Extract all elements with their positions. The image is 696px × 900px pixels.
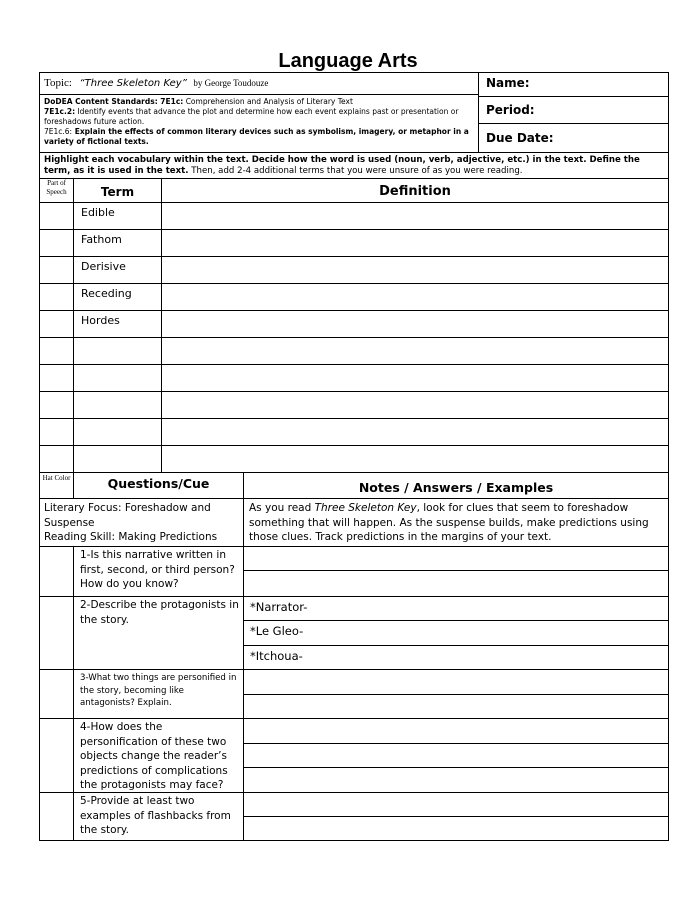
story-title-italic: Three Skeleton Key [314, 502, 417, 514]
vocab-term: Derisive [81, 260, 126, 273]
literary-focus [44, 501, 240, 545]
question-3: 3-What two things are personified in the story, becoming like antagonists? Explain. [80, 673, 237, 708]
topic-label: Topic: [44, 77, 72, 89]
standard-3-text: Explain the effects of common literary devices such as symbolism, imagery, or metaphor in a variety of fictional texts. [44, 127, 469, 146]
page-title: Language Arts [278, 50, 418, 72]
topic-author: by George Toudouze [193, 78, 269, 88]
standard-2-text: Identify events that advance the plot and determine how each event explains past or presentation or foreshadows future action. [44, 107, 459, 126]
question-2: 2-Describe the protagonists in the story. [80, 599, 239, 626]
vocab-term: Fathom [81, 233, 122, 246]
questions-cue-header: Questions/Cue [107, 476, 210, 491]
standard-1-code: DoDEA Content Standards: 7E1c: [44, 97, 184, 106]
character-le-gleo: *Le Gleo- [250, 624, 304, 638]
standard-2-code: 7E1c.2: [44, 107, 76, 116]
notes-answers-header: Notes / Answers / Examples [358, 480, 554, 495]
instructions-bold: Highlight each vocabulary within the text. Decide how the word is used (noun, verb, adjective, etc.) in the text. Define the term, as it is used in the text. [44, 155, 640, 176]
character-narrator: *Narrator- [250, 600, 308, 614]
standard-1-text: Comprehension and Analysis of Literary Text [183, 97, 353, 106]
intro-post: , look for clues that seem to foreshadow something that will happen. As the suspense builds, make predictions using those clues. Track predictions in the margins of your text. [249, 502, 649, 543]
vocab-term: Hordes [81, 314, 120, 327]
literary-focus-text: Literary Focus: Foreshadow and Suspense [44, 502, 211, 529]
instructions [44, 155, 664, 177]
standard-3-code: 7E1c.6: [44, 127, 73, 136]
reading-skill-text: Reading Skill: Making Predictions [44, 531, 218, 543]
topic-line [44, 76, 268, 89]
intro-paragraph [249, 501, 663, 545]
due-date-field[interactable]: Due Date: [486, 131, 554, 145]
term-header: Term [100, 185, 135, 199]
question-5: 5-Provide at least two examples of flashbacks from the story. [80, 795, 231, 836]
definition-header: Definition [379, 184, 451, 199]
topic-story: “Three Skeleton Key” [79, 78, 187, 89]
intro-pre: As you read [249, 502, 315, 514]
character-itchoua: *Itchoua- [250, 649, 303, 663]
content-standards [44, 97, 474, 147]
part-of-speech-header: Part of Speech [46, 179, 67, 196]
vocab-term: Edible [81, 206, 115, 219]
period-field[interactable]: Period: [486, 103, 535, 117]
question-1: 1-Is this narrative written in first, second, or third person? How do you know? [80, 549, 235, 590]
hat-color-header: Hat Color [42, 474, 71, 482]
instructions-rest: Then, add 2-4 additional terms that you were unsure of as you were reading. [188, 166, 523, 176]
question-4: 4-How does the personification of these two objects change the reader’s predictions of complications the protagonists may face? [80, 721, 228, 791]
name-field[interactable]: Name: [486, 76, 530, 90]
vocab-term: Receding [81, 287, 132, 300]
